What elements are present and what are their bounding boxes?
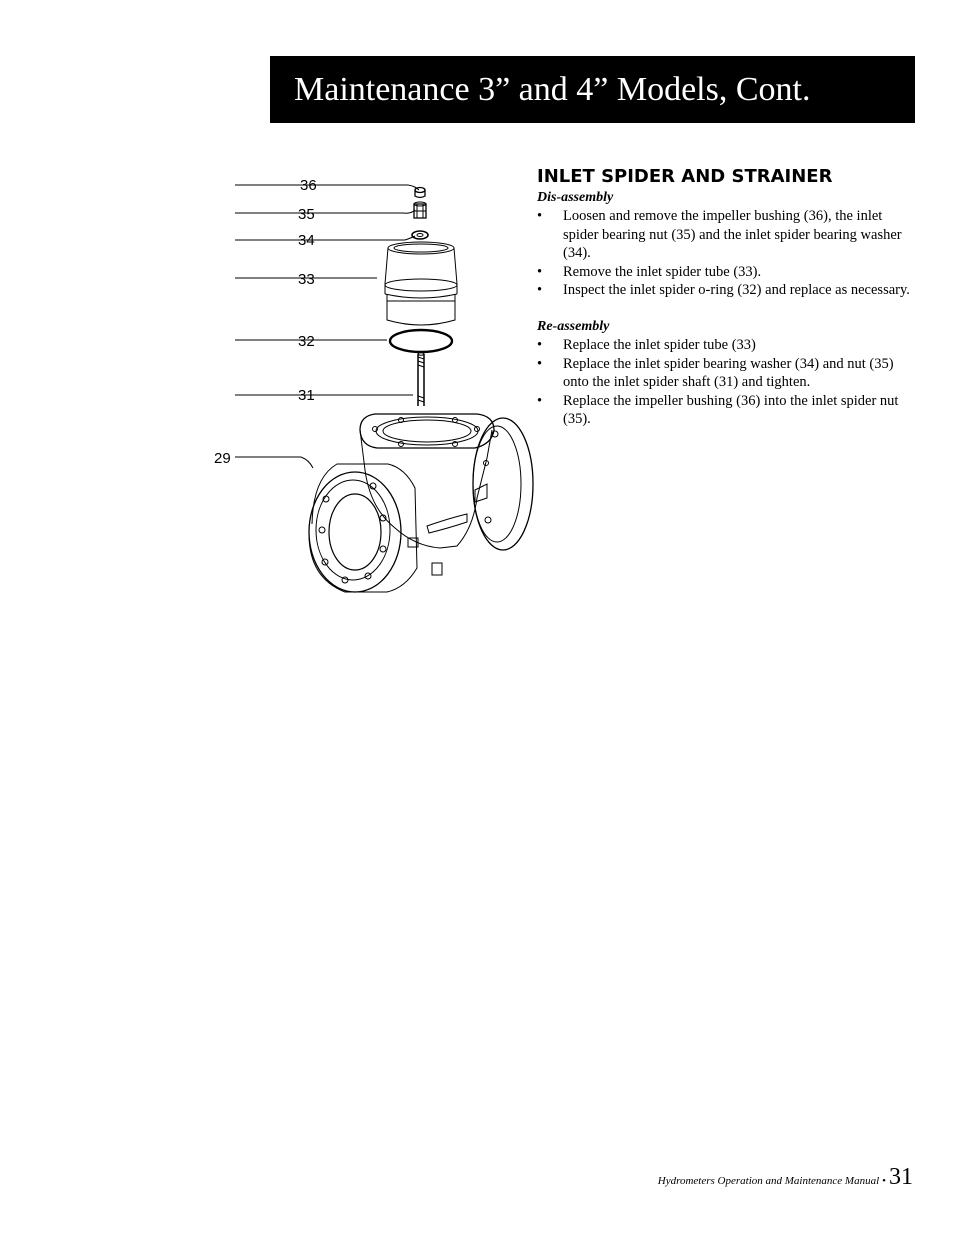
reassembly-list (537, 336, 915, 429)
disassembly-label: Dis-assembly (537, 190, 614, 205)
list-item (537, 281, 915, 300)
list-item (537, 207, 915, 263)
section-heading: INLET SPIDER AND STRAINER (537, 166, 833, 187)
callout-31: 31 (298, 387, 315, 404)
footer-separator: • (882, 1175, 886, 1187)
list-item (537, 392, 915, 429)
callout-34: 34 (298, 232, 315, 249)
bullet: • (537, 392, 543, 409)
reassembly-label: Re-assembly (537, 318, 610, 334)
list-item-text: Replace the inlet spider bearing washer (34) and nut (35) onto the inlet spider shaft (31) and tighten. (563, 355, 894, 391)
list-item-text: Replace the inlet spider tube (33) (563, 336, 756, 353)
callout-33: 33 (298, 271, 315, 288)
exploded-view-drawing (205, 168, 543, 600)
callout-29: 29 (214, 450, 231, 467)
list-item (537, 355, 915, 392)
bullet: • (537, 263, 543, 280)
bullet: • (537, 282, 543, 299)
list-item-text: Remove the inlet spider tube (33). (563, 263, 762, 280)
manual-title: Hydrometers Operation and Maintenance Manual (657, 1175, 880, 1187)
list-item-text: Loosen and remove the impeller bushing (36), the inlet spider bearing nut (35) and the inlet spider bearing washer (34). (563, 208, 902, 262)
page-title: Maintenance 3” and 4” Models, Cont. (294, 71, 811, 108)
page-title-bar (270, 56, 915, 123)
callout-36: 36 (300, 177, 317, 194)
page-number: 31 (889, 1164, 913, 1190)
exploded-view-diagram (205, 168, 543, 600)
callout-32: 32 (298, 333, 315, 350)
bullet: • (537, 336, 543, 353)
list-item (537, 336, 915, 355)
callout-35: 35 (298, 206, 315, 223)
list-item (537, 263, 915, 282)
list-item-text: Inspect the inlet spider o-ring (32) and replace as necessary. (563, 282, 910, 299)
disassembly-list (537, 207, 915, 300)
bullet: • (537, 355, 543, 372)
bullet: • (537, 208, 543, 224)
page-footer (658, 1164, 913, 1191)
list-item-text: Replace the impeller bushing (36) into the inlet spider nut (35). (563, 392, 899, 428)
section-content (537, 165, 915, 429)
